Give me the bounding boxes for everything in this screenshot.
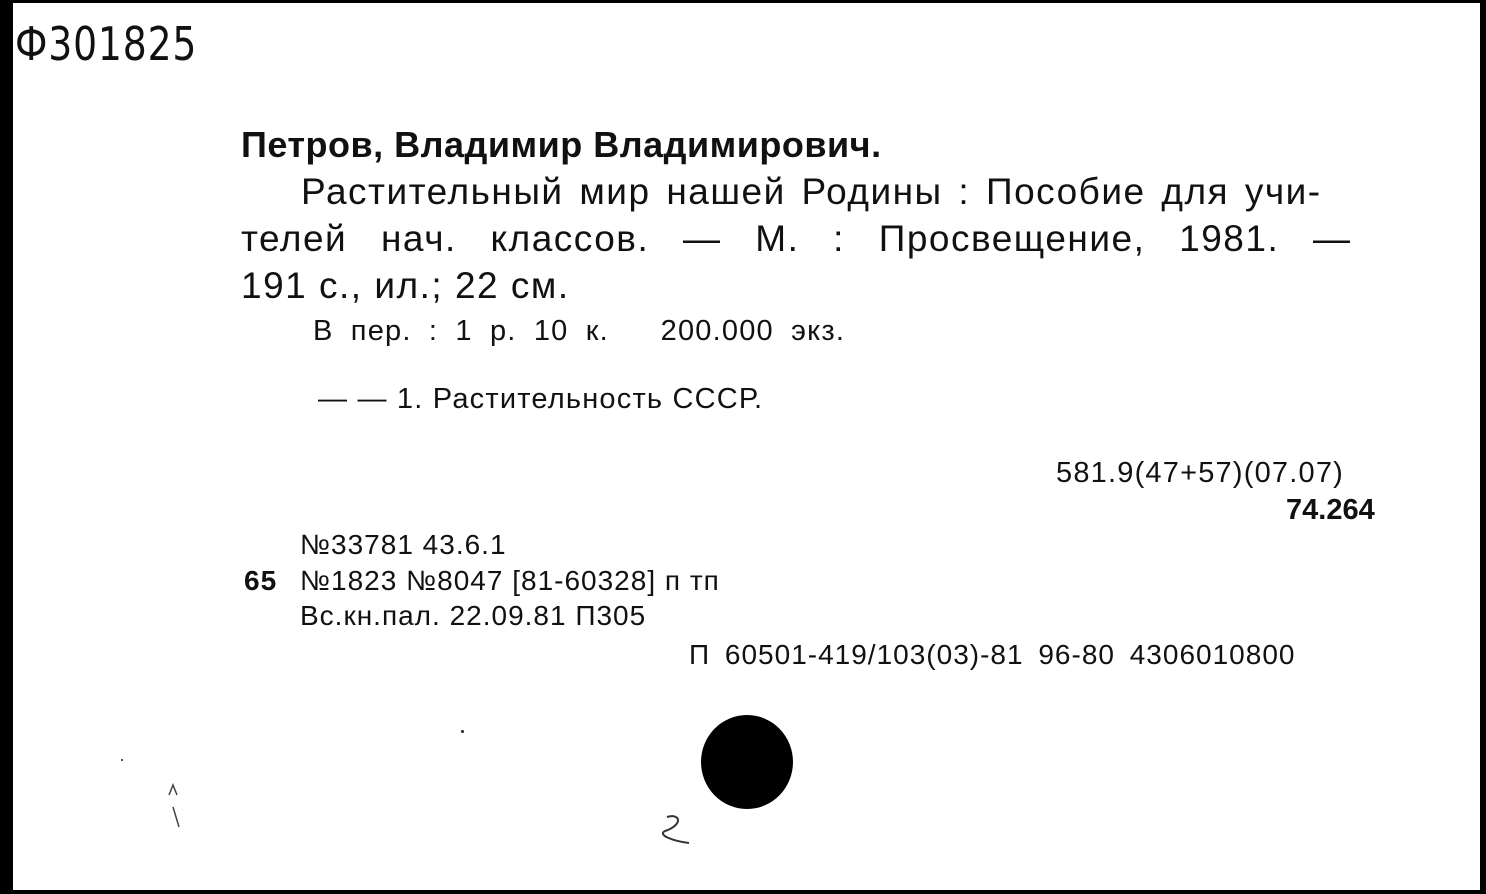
udc-index: 581.9(47+57)(07.07) (1056, 457, 1345, 489)
bbk-index: 74.264 (1286, 494, 1375, 526)
note-line-1: №33781 43.6.1 (300, 529, 507, 560)
subject-heading: — — 1. Растительность СССР. (318, 383, 764, 415)
dust-speck (121, 759, 123, 761)
title-line-2: телей нач. классов. — М. : Просвещение, 1981. — (241, 218, 1352, 259)
punch-hole (701, 715, 793, 809)
note-line-2-prefix: 65 (244, 565, 278, 596)
pencil-mark (653, 811, 703, 851)
note-line-4: П 60501-419/103(03)-81 96-80 4306010800 (689, 639, 1296, 670)
note-line-3: Вс.кн.пал. 22.09.81 П305 (300, 600, 647, 631)
title-line-1: Растительный мир нашей Родины : Пособие для учи- (301, 171, 1322, 212)
dust-speck (461, 730, 464, 733)
card-number: Ф301825 (15, 17, 198, 71)
note-line-2: №1823 №8047 [81-60328] п тп (300, 565, 720, 596)
price-circulation: В пер. : 1 р. 10 к. 200.000 экз. (313, 315, 846, 347)
author-heading: Петров, Владимир Владимирович. (241, 124, 882, 165)
stray-mark (163, 777, 193, 837)
title-line-3: 191 с., ил.; 22 см. (241, 265, 570, 306)
